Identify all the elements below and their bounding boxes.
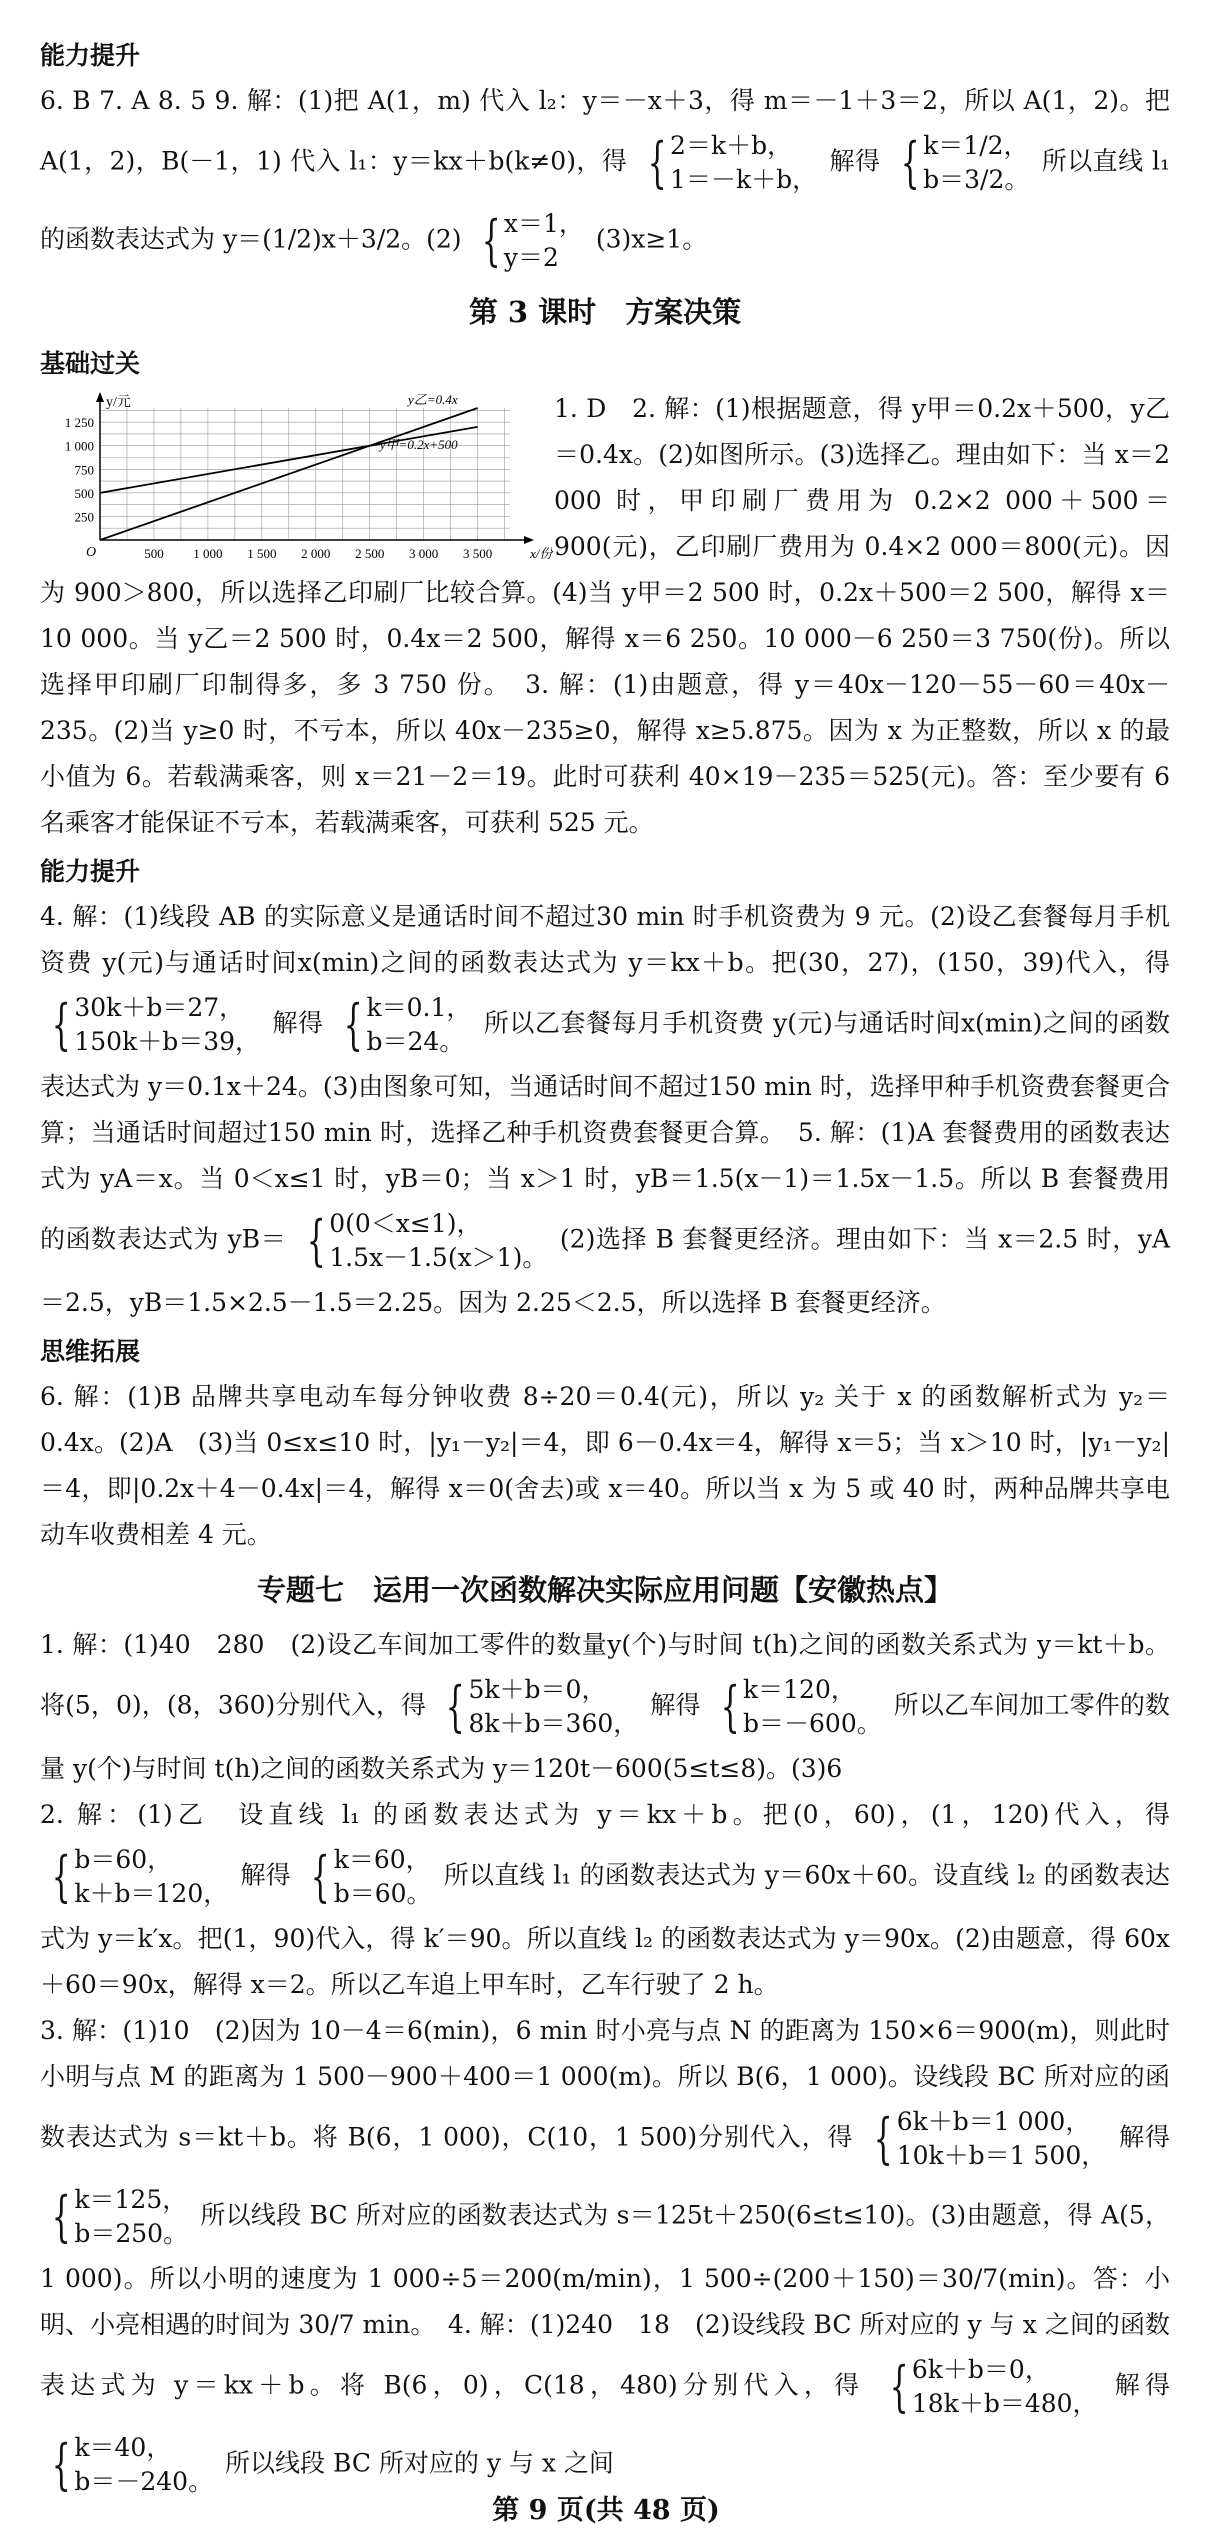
answer-paragraph [40, 2008, 1170, 2504]
equation-system: { k＝40， b＝－240。 [44, 2426, 213, 2504]
equation-row: 8k＋b＝360， [468, 1709, 639, 1738]
equation-row: x＝1， [503, 209, 584, 238]
answer-text: 所以直线 l₁ 的函数表达式为 y＝(1/2)x＋3/2。(2) [40, 146, 1170, 254]
equation-row: 18k＋b＝480， [911, 2389, 1098, 2418]
cost-chart [40, 390, 553, 565]
equation-row: b＝－240。 [74, 2467, 214, 2496]
equation-system: { k＝1/2， b＝3/2。 [893, 124, 1030, 202]
answer-text: 3. 解：(1)10 (2)因为 10－4＝6(min)，6 min 时小亮与点 N 的距离为 150×6＝900(m)，则此时小明与点 M 的距离为 1 500－900＋400＝1 000(m)。所以 B(6，1 000)。设线段 BC 所对应的函数表达式为 s＝kt＋b。将 B(6，1 000)，C(10，1 500)分别代入，得 [40, 2016, 1170, 2152]
equation-row: b＝3/2。 [923, 165, 1030, 194]
equation-row: b＝24。 [366, 1027, 465, 1056]
x-tick-label: 500 [144, 546, 164, 561]
answer-paragraph [40, 78, 1170, 280]
answer-paragraph [40, 1622, 1170, 1792]
equation-row: k＝125， [74, 2185, 188, 2214]
equation-row: 30k＋b＝27， [74, 993, 245, 1022]
equation-row: k＝1/2， [923, 131, 1029, 160]
answer-text: 解得 [1119, 2122, 1170, 2152]
y-tick-label: 1 250 [64, 415, 94, 431]
equation-row: k＝60， [333, 1845, 431, 1874]
lesson-title: 第 3 课时 方案决策 [468, 295, 742, 329]
section-heading-ability: 能力提升 [40, 41, 141, 70]
equation-system: { k＝120， b＝－600。 [713, 1668, 882, 1746]
equation-row: k＝40， [74, 2433, 172, 2462]
equation-row: b＝60， [74, 1845, 173, 1874]
topic-title: 专题七 运用一次函数解决实际应用问题【安徽热点】 [256, 1573, 953, 1607]
equation-system: { k＝0.1， b＝24。 [336, 986, 471, 1064]
page-footer: 第 9 页(共 48 页) [492, 2495, 720, 2526]
x-tick-label: 2 500 [355, 546, 385, 561]
equation-row: 10k＋b＝1 500， [896, 2141, 1107, 2170]
answer-text: (2)选择 B 套餐更经济。理由如下：当 x＝2.5 时，yA＝2.5，yB＝1.5×2.5－1.5＝2.25。因为 2.25＜2.5，所以选择 B 套餐更经济。 [40, 1224, 1171, 1317]
equation-row: 2＝k＋b， [670, 131, 793, 160]
equation-system: { 5k＋b＝0， 8k＋b＝360， [438, 1668, 638, 1746]
equation-row: 1.5x－1.5(x＞1)。 [329, 1243, 548, 1272]
equation-row: k＝120， [743, 1675, 856, 1704]
equation-row: b＝－600。 [743, 1709, 882, 1738]
equation-row: 150k＋b＝39， [74, 1027, 261, 1056]
x-tick-label: 3 000 [409, 546, 439, 561]
x-axis-label: x/份 [530, 546, 553, 561]
x-tick-label: 3 500 [463, 546, 493, 561]
y-axis-label: y/元 [106, 395, 131, 410]
answer-text: 解得 [1114, 2370, 1170, 2400]
answer-text: 解得 [272, 1008, 324, 1038]
equation-row: 0(0＜x≤1)， [329, 1209, 482, 1238]
equation-system: { k＝60， b＝60。 [303, 1838, 431, 1916]
series-label: y甲=0.2x+500 [379, 436, 458, 452]
series-label: y乙=0.4x [408, 392, 458, 407]
answer-page [40, 30, 1170, 2504]
equation-row: k＝0.1， [366, 993, 472, 1022]
equation-row: 6k＋b＝0， [911, 2355, 1050, 2384]
origin-label: O [86, 545, 97, 560]
equation-system: { b＝60， k＋b＝120， [44, 1838, 228, 1916]
y-axis-arrow [96, 392, 104, 402]
y-tick-label: 500 [74, 485, 94, 501]
equation-system: { 6k＋b＝1 000， 10k＋b＝1 500， [866, 2100, 1106, 2178]
answer-text: 所以直线 l₁ 的函数表达式为 y＝60x＋60。设直线 l₂ 的函数表达式为 y＝k′x。把(1，90)代入，得 k′＝90。所以直线 l₂ 的函数表达式为 y＝90x。(2)由题意，得 60x＋60＝90x，解得 x＝2。所以乙车追上甲车时，乙车行驶了 2 h。 [40, 1860, 1170, 1999]
answer-text: 所以线段 BC 所对应的 y 与 x 之间 [225, 2448, 614, 2478]
answer-text: 解得 [829, 146, 881, 176]
x-axis-arrow [524, 536, 534, 544]
equation-row: 1＝－k＋b， [670, 165, 818, 194]
answer-text: 6. B 7. A 8. 5 9. 解：(1)把 A(1，m) 代入 l₂：y＝－x＋3，得 m＝－1＋3＝2，所以 A(1，2)。把 A(1，2)，B(－1，1) 代入 l₁：y＝kx＋b(k≠0)，得 [40, 86, 1170, 176]
equation-system: { 2＝k＋b， 1＝－k＋b， [640, 124, 817, 202]
cost-chart-svg [40, 390, 553, 565]
equation-row: b＝250。 [74, 2219, 189, 2248]
answer-text: 解得 [240, 1860, 292, 1890]
answer-paragraph [40, 894, 1170, 1326]
answer-text: 所以乙套餐每月手机资费 y(元)与通话时间x(min)之间的函数表达式为 y＝0.1x＋24。(3)由图象可知，当通话时间不超过150 min 时，选择甲种手机资费套餐更合算；当通话时间超过150 min 时，选择乙种手机资费套餐更合算。 5. 解：(1)A 套餐费用的函数表达式为 yA＝x。当 0＜x≤1 时，yB＝0；当 x＞1 时，yB＝1.5(x－1)＝1.5x－1.5。所以 B 套餐费用的函数表达式为 yB＝ [40, 1008, 1170, 1254]
x-tick-label: 2 000 [301, 546, 331, 561]
y-tick-label: 1 000 [64, 438, 94, 454]
y-tick-label: 750 [74, 462, 94, 478]
answer-text: 解得 [650, 1690, 701, 1720]
equation-row: k＋b＝120， [74, 1879, 229, 1908]
answer-text: 2. 解：(1)乙 设直线 l₁ 的函数表达式为 y＝kx＋b。把(0，60)，(1，120)代入，得 [40, 1800, 1170, 1829]
equation-row: 5k＋b＝0， [468, 1675, 607, 1704]
y-tick-label: 250 [74, 509, 94, 525]
equation-row: b＝60。 [333, 1879, 432, 1908]
answer-text: (3)x≥1。 [595, 224, 708, 254]
equation-row: 6k＋b＝1 000， [896, 2107, 1091, 2136]
answer-text: 1. 解：(1)40 280 (2)设乙车间加工零件的数量y(个)与时间 t(h)之间的函数关系式为 y＝kt＋b。将(5，0)，(8，360)分别代入，得 [40, 1630, 1170, 1720]
section-heading-basic: 基础过关 [40, 349, 141, 378]
equation-system: { 30k＋b＝27， 150k＋b＝39， [44, 986, 260, 1064]
equation-system: { k＝125， b＝250。 [44, 2178, 188, 2256]
answer-paragraph [40, 1792, 1170, 2008]
equation-system: { x＝1， y＝2 [474, 202, 584, 280]
answer-text: 所以线段 BC 所对应的函数表达式为 s＝125t＋250(6≤t≤10)。(3)由题意，得 A(5，1 000)。所以小明的速度为 1 000÷5＝200(m/min)，1 500÷(200＋150)＝30/7(min)。答：小明、小亮相遇的时间为 30/7 min。 4. 解：(1)240 18 (2)设线段 BC 所对应的 y 与 x 之间的函数表达式为 y＝kx＋b。将 B(6，0)，C(18，480)分别代入，得 [40, 2200, 1170, 2400]
equation-row: y＝2 [503, 243, 559, 272]
answer-paragraph: 1. D 2. 解：(1)根据题意，得 y甲＝0.2x＋500，y乙＝0.4x。(2)如图所示。(3)选择乙。理由如下：当 x＝2 000 时，甲印刷厂费用为 0.2×2 000＋500＝900(元)，乙印刷厂费用为 0.4×2 000＝800(元)。因为 900＞800，所以选择乙印刷厂比较合算。(4)当 y甲＝2 500 时，0.2x＋500＝2 500，解得 x＝10 000。当 y乙＝2 500 时，0.4x＝2 500，解得 x＝6 250。10 000－6 250＝3 750(份)。所以选择甲印刷厂印制得多，多 3 750 份。 3. 解：(1)由题意，得 y＝40x－120－55－60＝40x－235。(2)当 y≥0 时，不亏本，所以 40x－235≥0，解得 x≥5.875。因为 x 为正整数，所以 x 的最小值为 6。若载满乘客，则 x＝21－2＝19。此时可获利 40×19－235＝525(元)。答：至少要有 6 名乘客才能保证不亏本，若载满乘客，可获利 525 元。 [40, 394, 1170, 837]
equation-system: { 6k＋b＝0， 18k＋b＝480， [882, 2348, 1098, 2426]
answer-text: 4. 解：(1)线段 AB 的实际意义是通话时间不超过30 min 时手机资费为 9 元。(2)设乙套餐每月手机资费 y(元)与通话时间x(min)之间的函数表达式为 y＝kx＋b。把(30，27)，(150，39)代入，得 [40, 902, 1170, 977]
x-tick-label: 1 500 [247, 546, 277, 561]
section-heading-thinking: 思维拓展 [40, 1337, 141, 1366]
x-tick-label: 1 000 [193, 546, 223, 561]
equation-system: { 0(0＜x≤1)， 1.5x－1.5(x＞1)。 [299, 1202, 548, 1280]
answer-paragraph: 6. 解：(1)B 品牌共享电动车每分钟收费 8÷20＝0.4(元)，所以 y₂ 关于 x 的函数解析式为 y₂＝0.4x。(2)A (3)当 0≤x≤10 时，|y₁－y₂|＝4，即 6－0.4x＝4，解得 x＝5；当 x＞10 时，|y₁－y₂|＝4，即|0.2x＋4－0.4x|＝4，解得 x＝0(舍去)或 x＝40。所以当 x 为 5 或 40 时，两种品牌共享电动车收费相差 4 元。 [40, 1382, 1170, 1549]
section-heading-ability-2: 能力提升 [40, 857, 141, 886]
answer-text: 所以乙车间加工零件的数量 y(个)与时间 t(h)之间的函数关系式为 y＝120t－600(5≤t≤8)。(3)6 [40, 1690, 1170, 1783]
